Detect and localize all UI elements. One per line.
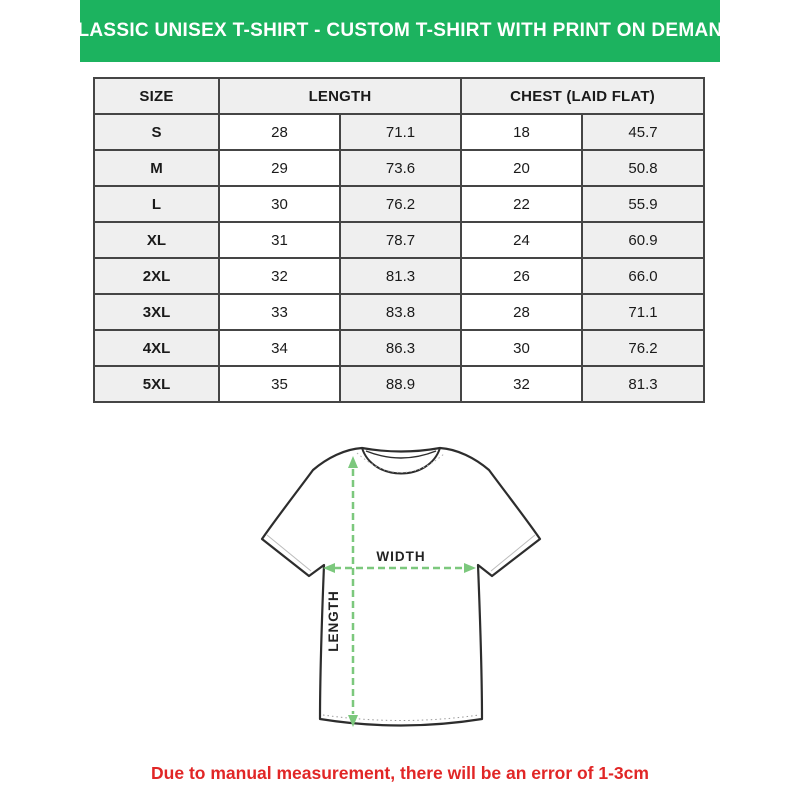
length-inches-cell: 35	[219, 366, 340, 402]
chest-inches-cell: 22	[461, 186, 582, 222]
size-cell: 3XL	[94, 294, 219, 330]
page-title: CLASSIC UNISEX T-SHIRT - CUSTOM T-SHIRT WITH PRINT ON DEMAND	[63, 20, 737, 41]
length-inches-cell: 29	[219, 150, 340, 186]
size-cell: 4XL	[94, 330, 219, 366]
tshirt-outline-icon	[262, 448, 540, 726]
column-header-length: LENGTH	[219, 78, 461, 114]
chest-inches-cell: 28	[461, 294, 582, 330]
length-label: LENGTH	[326, 590, 341, 652]
length-inches-cell: 30	[219, 186, 340, 222]
chest-inches-cell: 18	[461, 114, 582, 150]
table-row	[94, 114, 704, 150]
length-inches-cell: 31	[219, 222, 340, 258]
size-cell: 2XL	[94, 258, 219, 294]
length-inches-cell: 32	[219, 258, 340, 294]
chest-cm-cell: 71.1	[582, 294, 704, 330]
table-header-row	[94, 78, 704, 114]
length-inches-cell: 33	[219, 294, 340, 330]
size-cell: L	[94, 186, 219, 222]
table-row	[94, 330, 704, 366]
chest-inches-cell: 30	[461, 330, 582, 366]
column-header-chest: CHEST (LAID FLAT)	[461, 78, 704, 114]
length-cm-cell: 81.3	[340, 258, 461, 294]
length-cm-cell: 71.1	[340, 114, 461, 150]
chest-inches-cell: 20	[461, 150, 582, 186]
table-row	[94, 294, 704, 330]
table-row	[94, 186, 704, 222]
tshirt-diagram-svg	[230, 425, 570, 755]
length-cm-cell: 83.8	[340, 294, 461, 330]
chest-inches-cell: 24	[461, 222, 582, 258]
length-cm-cell: 86.3	[340, 330, 461, 366]
size-cell: S	[94, 114, 219, 150]
chest-cm-cell: 55.9	[582, 186, 704, 222]
tshirt-measurement-diagram	[230, 425, 570, 755]
length-cm-cell: 88.9	[340, 366, 461, 402]
length-inches-cell: 28	[219, 114, 340, 150]
chest-cm-cell: 81.3	[582, 366, 704, 402]
column-header-size: SIZE	[94, 78, 219, 114]
length-cm-cell: 78.7	[340, 222, 461, 258]
table-row	[94, 150, 704, 186]
table-row	[94, 222, 704, 258]
chest-cm-cell: 45.7	[582, 114, 704, 150]
size-cell: XL	[94, 222, 219, 258]
title-banner	[63, 0, 737, 62]
measurement-disclaimer: Due to manual measurement, there will be an error of 1-3cm	[151, 763, 649, 783]
size-cell: M	[94, 150, 219, 186]
chest-inches-cell: 26	[461, 258, 582, 294]
length-cm-cell: 73.6	[340, 150, 461, 186]
size-cell: 5XL	[94, 366, 219, 402]
chest-cm-cell: 60.9	[582, 222, 704, 258]
chest-cm-cell: 66.0	[582, 258, 704, 294]
length-cm-cell: 76.2	[340, 186, 461, 222]
length-inches-cell: 34	[219, 330, 340, 366]
table-row	[94, 258, 704, 294]
chest-inches-cell: 32	[461, 366, 582, 402]
width-label: WIDTH	[376, 549, 426, 564]
chest-cm-cell: 50.8	[582, 150, 704, 186]
size-measurement-table	[93, 77, 705, 403]
table-row	[94, 366, 704, 402]
chest-cm-cell: 76.2	[582, 330, 704, 366]
